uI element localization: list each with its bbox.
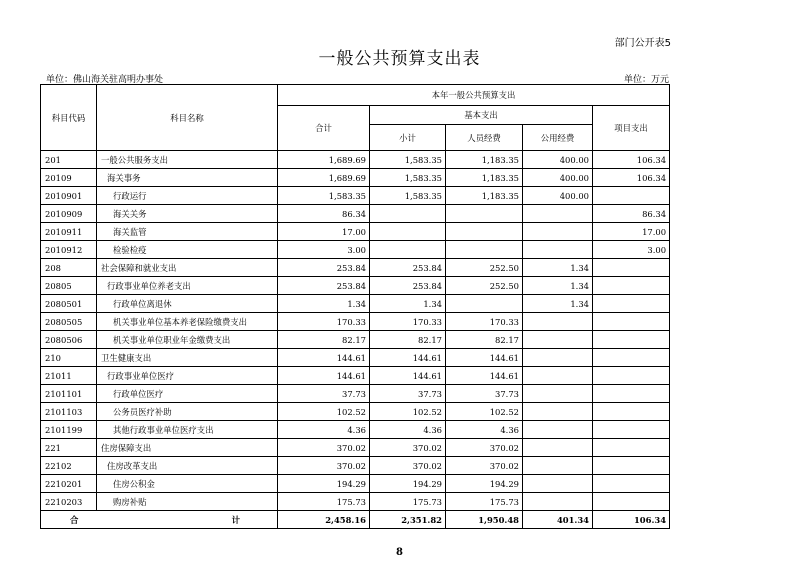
table-row <box>41 421 670 439</box>
cell-project: 3.00 <box>593 241 670 259</box>
cell-subtotal: 37.73 <box>370 385 446 403</box>
cell-project <box>593 403 670 421</box>
table-row <box>41 493 670 511</box>
cell-code: 2080501 <box>41 295 97 313</box>
header-personnel: 人员经费 <box>446 125 523 151</box>
cell-name: 社会保障和就业支出 <box>97 259 278 277</box>
cell-project: 106.34 <box>593 151 670 169</box>
table-row <box>41 457 670 475</box>
cell-name: 机关事业单位职业年金缴费支出 <box>97 331 278 349</box>
cell-total: 170.33 <box>278 313 370 331</box>
cell-name: 行政运行 <box>97 187 278 205</box>
header-project: 项目支出 <box>593 106 670 151</box>
totals-public: 401.34 <box>523 511 593 529</box>
cell-public <box>523 367 593 385</box>
cell-code: 20805 <box>41 277 97 295</box>
cell-project <box>593 439 670 457</box>
cell-code: 2101101 <box>41 385 97 403</box>
cell-name: 住房保障支出 <box>97 439 278 457</box>
cell-personnel: 4.36 <box>446 421 523 439</box>
cell-name: 行政事业单位养老支出 <box>97 277 278 295</box>
cell-public: 1.34 <box>523 295 593 313</box>
totals-label-right: 计 <box>231 514 240 525</box>
cell-public <box>523 403 593 421</box>
table-row <box>41 277 670 295</box>
cell-name: 海关关务 <box>97 205 278 223</box>
cell-personnel: 370.02 <box>446 457 523 475</box>
cell-subtotal: 170.33 <box>370 313 446 331</box>
cell-subtotal: 370.02 <box>370 457 446 475</box>
cell-personnel: 1,183.35 <box>446 169 523 187</box>
table-row <box>41 385 670 403</box>
cell-name: 住房改革支出 <box>97 457 278 475</box>
header-total: 合计 <box>278 106 370 151</box>
cell-total: 175.73 <box>278 493 370 511</box>
table-row <box>41 223 670 241</box>
cell-personnel <box>446 295 523 313</box>
cell-project <box>593 295 670 313</box>
budget-expenditure-table <box>40 84 670 529</box>
cell-subtotal: 253.84 <box>370 259 446 277</box>
totals-row <box>41 511 670 529</box>
cell-total: 17.00 <box>278 223 370 241</box>
cell-personnel: 194.29 <box>446 475 523 493</box>
cell-public <box>523 331 593 349</box>
cell-public: 400.00 <box>523 187 593 205</box>
cell-public <box>523 205 593 223</box>
totals-label <box>41 511 278 529</box>
cell-code: 201 <box>41 151 97 169</box>
table-row <box>41 169 670 187</box>
cell-personnel: 1,183.35 <box>446 151 523 169</box>
cell-project <box>593 277 670 295</box>
cell-code: 2101103 <box>41 403 97 421</box>
cell-subtotal: 102.52 <box>370 403 446 421</box>
cell-code: 2080506 <box>41 331 97 349</box>
cell-public <box>523 349 593 367</box>
header-name: 科目名称 <box>97 85 278 151</box>
cell-total: 37.73 <box>278 385 370 403</box>
cell-subtotal <box>370 205 446 223</box>
table-row <box>41 259 670 277</box>
table-body <box>41 151 670 511</box>
cell-personnel: 252.50 <box>446 277 523 295</box>
cell-code: 2080505 <box>41 313 97 331</box>
cell-subtotal: 144.61 <box>370 349 446 367</box>
table-row <box>41 313 670 331</box>
table-row <box>41 349 670 367</box>
cell-code: 20109 <box>41 169 97 187</box>
table-row <box>41 403 670 421</box>
table-row <box>41 331 670 349</box>
cell-subtotal: 1,583.35 <box>370 151 446 169</box>
totals-total: 2,458.16 <box>278 511 370 529</box>
header-code: 科目代码 <box>41 85 97 151</box>
cell-personnel: 1,183.35 <box>446 187 523 205</box>
header-subtotal: 小计 <box>370 125 446 151</box>
cell-total: 370.02 <box>278 457 370 475</box>
cell-subtotal <box>370 223 446 241</box>
cell-code: 210 <box>41 349 97 367</box>
cell-project: 106.34 <box>593 169 670 187</box>
cell-name: 公务员医疗补助 <box>97 403 278 421</box>
cell-personnel <box>446 223 523 241</box>
cell-subtotal <box>370 241 446 259</box>
totals-personnel: 1,950.48 <box>446 511 523 529</box>
cell-public <box>523 385 593 403</box>
cell-subtotal: 370.02 <box>370 439 446 457</box>
cell-name: 其他行政事业单位医疗支出 <box>97 421 278 439</box>
cell-subtotal: 1,583.35 <box>370 169 446 187</box>
cell-total: 253.84 <box>278 277 370 295</box>
cell-code: 2010909 <box>41 205 97 223</box>
cell-name: 行政单位医疗 <box>97 385 278 403</box>
cell-code: 221 <box>41 439 97 457</box>
cell-project <box>593 367 670 385</box>
cell-name: 卫生健康支出 <box>97 349 278 367</box>
cell-total: 1,689.69 <box>278 151 370 169</box>
cell-subtotal: 175.73 <box>370 493 446 511</box>
cell-total: 194.29 <box>278 475 370 493</box>
cell-name: 购房补贴 <box>97 493 278 511</box>
cell-name: 行政单位离退休 <box>97 295 278 313</box>
cell-personnel: 37.73 <box>446 385 523 403</box>
cell-personnel: 175.73 <box>446 493 523 511</box>
cell-subtotal: 1.34 <box>370 295 446 313</box>
cell-total: 1,689.69 <box>278 169 370 187</box>
currency-unit: 单位：万元 <box>623 75 669 85</box>
cell-public <box>523 313 593 331</box>
table-row <box>41 187 670 205</box>
table-row <box>41 439 670 457</box>
cell-total: 4.36 <box>278 421 370 439</box>
cell-project <box>593 331 670 349</box>
table-row <box>41 151 670 169</box>
cell-public <box>523 421 593 439</box>
cell-project <box>593 421 670 439</box>
cell-personnel: 370.02 <box>446 439 523 457</box>
cell-personnel: 170.33 <box>446 313 523 331</box>
cell-public <box>523 493 593 511</box>
cell-code: 21011 <box>41 367 97 385</box>
header-public: 公用经费 <box>523 125 593 151</box>
cell-public: 400.00 <box>523 151 593 169</box>
cell-code: 2010911 <box>41 223 97 241</box>
cell-total: 1,583.35 <box>278 187 370 205</box>
cell-code: 22102 <box>41 457 97 475</box>
cell-personnel <box>446 205 523 223</box>
totals-subtotal: 2,351.82 <box>370 511 446 529</box>
unit-name: 单位：佛山海关驻高明办事处 <box>46 75 164 85</box>
cell-public <box>523 241 593 259</box>
cell-subtotal: 1,583.35 <box>370 187 446 205</box>
cell-total: 86.34 <box>278 205 370 223</box>
cell-subtotal: 194.29 <box>370 475 446 493</box>
cell-total: 370.02 <box>278 439 370 457</box>
cell-code: 2010912 <box>41 241 97 259</box>
cell-code: 2010901 <box>41 187 97 205</box>
cell-public: 1.34 <box>523 259 593 277</box>
cell-name: 一般公共服务支出 <box>97 151 278 169</box>
page-number: 8 <box>396 547 403 558</box>
header-current-year-group: 本年一般公共预算支出 <box>278 85 670 106</box>
cell-project: 17.00 <box>593 223 670 241</box>
table-row <box>41 205 670 223</box>
page-title: 一般公共预算支出表 <box>318 49 481 69</box>
cell-total: 144.61 <box>278 349 370 367</box>
cell-project <box>593 349 670 367</box>
cell-project <box>593 475 670 493</box>
cell-total: 102.52 <box>278 403 370 421</box>
cell-name: 行政事业单位医疗 <box>97 367 278 385</box>
cell-public <box>523 223 593 241</box>
cell-public <box>523 439 593 457</box>
table-row <box>41 475 670 493</box>
cell-subtotal: 82.17 <box>370 331 446 349</box>
cell-personnel: 252.50 <box>446 259 523 277</box>
cell-total: 3.00 <box>278 241 370 259</box>
cell-total: 253.84 <box>278 259 370 277</box>
cell-subtotal: 4.36 <box>370 421 446 439</box>
cell-total: 82.17 <box>278 331 370 349</box>
cell-personnel: 102.52 <box>446 403 523 421</box>
cell-name: 检验检疫 <box>97 241 278 259</box>
table-row <box>41 367 670 385</box>
cell-project: 86.34 <box>593 205 670 223</box>
cell-personnel: 144.61 <box>446 349 523 367</box>
cell-personnel: 144.61 <box>446 367 523 385</box>
cell-project <box>593 493 670 511</box>
cell-total: 144.61 <box>278 367 370 385</box>
cell-project <box>593 313 670 331</box>
cell-code: 2210203 <box>41 493 97 511</box>
cell-code: 2101199 <box>41 421 97 439</box>
cell-public <box>523 457 593 475</box>
cell-project <box>593 385 670 403</box>
totals-label-left: 合 <box>70 514 79 525</box>
cell-subtotal: 253.84 <box>370 277 446 295</box>
header-basic-group: 基本支出 <box>370 106 593 125</box>
cell-public <box>523 475 593 493</box>
cell-code: 208 <box>41 259 97 277</box>
cell-total: 1.34 <box>278 295 370 313</box>
cell-public: 400.00 <box>523 169 593 187</box>
cell-name: 住房公积金 <box>97 475 278 493</box>
cell-project <box>593 187 670 205</box>
cell-code: 2210201 <box>41 475 97 493</box>
cell-name: 海关事务 <box>97 169 278 187</box>
table-row <box>41 241 670 259</box>
cell-name: 海关监管 <box>97 223 278 241</box>
cell-project <box>593 457 670 475</box>
cell-personnel <box>446 241 523 259</box>
cell-project <box>593 259 670 277</box>
totals-project: 106.34 <box>593 511 670 529</box>
cell-personnel: 82.17 <box>446 331 523 349</box>
table-row <box>41 295 670 313</box>
form-number: 部门公开表5 <box>614 38 671 49</box>
cell-public: 1.34 <box>523 277 593 295</box>
cell-name: 机关事业单位基本养老保险缴费支出 <box>97 313 278 331</box>
cell-subtotal: 144.61 <box>370 367 446 385</box>
